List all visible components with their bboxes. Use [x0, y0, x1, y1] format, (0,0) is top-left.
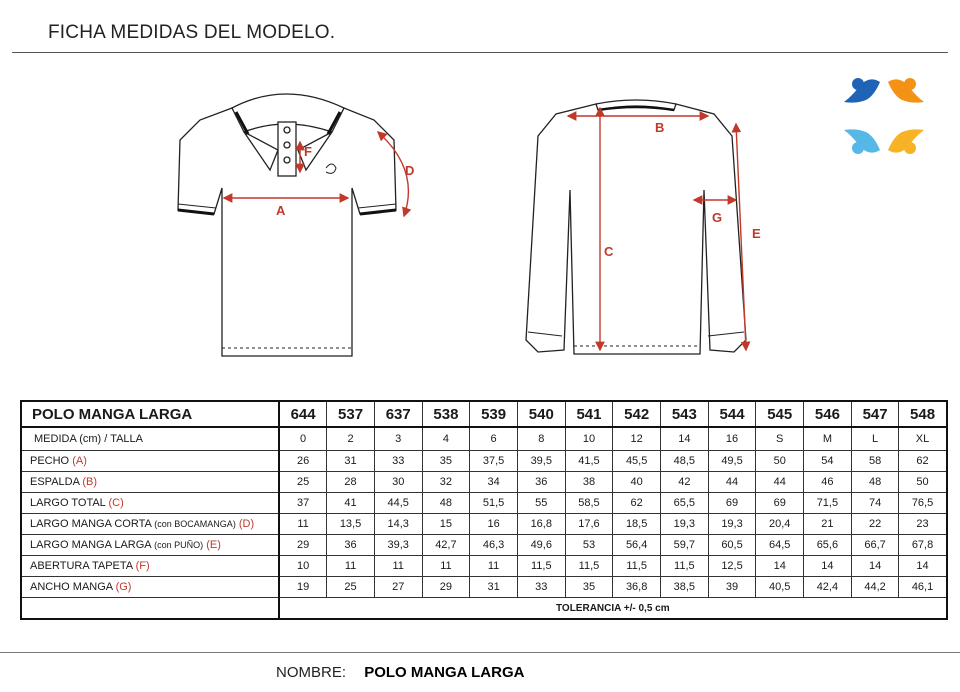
size-cell: 0 — [279, 427, 327, 451]
value-cell: 37 — [279, 493, 327, 514]
measure-name: PECHO — [30, 455, 70, 467]
value-cell: 33 — [517, 577, 565, 598]
footer — [276, 664, 524, 681]
value-cell: 59,7 — [661, 535, 709, 556]
measure-label-e: E — [752, 226, 761, 241]
table-row — [21, 472, 947, 493]
value-cell: 58 — [851, 451, 899, 472]
value-cell: 40,5 — [756, 577, 804, 598]
table-row — [21, 556, 947, 577]
value-cell: 36 — [517, 472, 565, 493]
value-cell: 46 — [804, 472, 852, 493]
measure-label-c: C — [604, 244, 614, 259]
size-cell: XL — [899, 427, 947, 451]
value-cell: 69 — [756, 493, 804, 514]
value-cell: 28 — [327, 472, 375, 493]
measure-label-d: D — [405, 163, 415, 178]
value-cell: 17,6 — [565, 514, 613, 535]
code-cell: 541 — [565, 401, 613, 427]
footer-divider — [0, 652, 960, 653]
measure-letter: (F) — [135, 560, 150, 572]
value-cell: 48 — [851, 472, 899, 493]
value-cell: 11 — [422, 556, 470, 577]
value-cell: 50 — [756, 451, 804, 472]
size-row — [21, 427, 947, 451]
product-name-cell: POLO MANGA LARGA — [21, 401, 279, 427]
measure-letter: (C) — [108, 497, 124, 509]
code-cell: 545 — [756, 401, 804, 427]
value-cell: 41,5 — [565, 451, 613, 472]
value-cell: 33 — [374, 451, 422, 472]
value-cell: 48,5 — [661, 451, 709, 472]
code-cell: 644 — [279, 401, 327, 427]
value-cell: 25 — [327, 577, 375, 598]
value-cell: 14 — [851, 556, 899, 577]
value-cell: 65,6 — [804, 535, 852, 556]
value-cell: 36,8 — [613, 577, 661, 598]
measure-name-cell — [21, 556, 279, 577]
value-cell: 14,3 — [374, 514, 422, 535]
value-cell: 44 — [756, 472, 804, 493]
value-cell: 11 — [279, 514, 327, 535]
value-cell: 18,5 — [613, 514, 661, 535]
code-cell: 546 — [804, 401, 852, 427]
table-row — [21, 577, 947, 598]
value-cell: 11,5 — [613, 556, 661, 577]
value-cell: 11 — [327, 556, 375, 577]
size-cell: 6 — [470, 427, 518, 451]
measure-note: (con BOCAMANGA) — [154, 519, 236, 529]
measure-name: ANCHO MANGA — [30, 581, 113, 593]
tolerance-cell: TOLERANCIA +/- 0,5 cm — [279, 598, 947, 620]
value-cell: 11 — [374, 556, 422, 577]
value-cell: 22 — [851, 514, 899, 535]
value-cell: 37,5 — [470, 451, 518, 472]
size-cell: 4 — [422, 427, 470, 451]
code-cell: 539 — [470, 401, 518, 427]
back-polo-drawing — [526, 100, 746, 354]
size-cell: 2 — [327, 427, 375, 451]
size-cell: 14 — [661, 427, 709, 451]
value-cell: 11 — [470, 556, 518, 577]
value-cell: 38,5 — [661, 577, 709, 598]
value-cell: 15 — [422, 514, 470, 535]
value-cell: 66,7 — [851, 535, 899, 556]
value-cell: 11,5 — [661, 556, 709, 577]
code-cell: 637 — [374, 401, 422, 427]
four-figures-logo-icon — [842, 74, 926, 158]
value-cell: 71,5 — [804, 493, 852, 514]
garment-drawings — [0, 60, 960, 380]
value-cell: 44,2 — [851, 577, 899, 598]
value-cell: 49,5 — [708, 451, 756, 472]
value-cell: 14 — [899, 556, 947, 577]
value-cell: 13,5 — [327, 514, 375, 535]
value-cell: 19 — [279, 577, 327, 598]
size-label-cell: MEDIDA (cm) / TALLA — [21, 427, 279, 451]
value-cell: 29 — [422, 577, 470, 598]
value-cell: 41 — [327, 493, 375, 514]
size-cell: S — [756, 427, 804, 451]
code-cell: 542 — [613, 401, 661, 427]
measure-letter: (G) — [115, 581, 132, 593]
measure-name: LARGO MANGA LARGA — [30, 539, 152, 551]
value-cell: 39 — [708, 577, 756, 598]
value-cell: 39,5 — [517, 451, 565, 472]
value-cell: 10 — [279, 556, 327, 577]
value-cell: 64,5 — [756, 535, 804, 556]
value-cell: 11,5 — [517, 556, 565, 577]
value-cell: 44,5 — [374, 493, 422, 514]
value-cell: 31 — [470, 577, 518, 598]
value-cell: 42 — [661, 472, 709, 493]
value-cell: 76,5 — [899, 493, 947, 514]
measure-label-g: G — [712, 210, 723, 225]
code-cell: 543 — [661, 401, 709, 427]
table-row — [21, 514, 947, 535]
measure-letter: (A) — [72, 455, 87, 467]
value-cell: 25 — [279, 472, 327, 493]
measure-label-b: B — [655, 120, 665, 135]
table-row — [21, 451, 947, 472]
value-cell: 69 — [708, 493, 756, 514]
tolerance-blank-cell — [21, 598, 279, 620]
value-cell: 53 — [565, 535, 613, 556]
value-cell: 12,5 — [708, 556, 756, 577]
value-cell: 38 — [565, 472, 613, 493]
value-cell: 65,5 — [661, 493, 709, 514]
size-cell: 12 — [613, 427, 661, 451]
value-cell: 35 — [422, 451, 470, 472]
value-cell: 39,3 — [374, 535, 422, 556]
value-cell: 19,3 — [661, 514, 709, 535]
value-cell: 21 — [804, 514, 852, 535]
value-cell: 74 — [851, 493, 899, 514]
size-cell: 16 — [708, 427, 756, 451]
value-cell: 49,6 — [517, 535, 565, 556]
measure-label-a: A — [276, 203, 286, 218]
measure-letter: (B) — [82, 476, 98, 488]
measure-label-f: F — [304, 144, 312, 159]
footer-value: POLO MANGA LARGA — [364, 664, 525, 681]
size-cell: L — [851, 427, 899, 451]
size-cell: 10 — [565, 427, 613, 451]
value-cell: 20,4 — [756, 514, 804, 535]
value-cell: 35 — [565, 577, 613, 598]
measure-letter: (D) — [238, 518, 255, 530]
value-cell: 27 — [374, 577, 422, 598]
value-cell: 34 — [470, 472, 518, 493]
value-cell: 45,5 — [613, 451, 661, 472]
size-chart-table — [20, 400, 948, 620]
table-header-row — [21, 401, 947, 427]
value-cell: 36 — [327, 535, 375, 556]
code-cell: 544 — [708, 401, 756, 427]
value-cell: 46,1 — [899, 577, 947, 598]
value-cell: 26 — [279, 451, 327, 472]
value-cell: 54 — [804, 451, 852, 472]
table-row — [21, 493, 947, 514]
table-row — [21, 535, 947, 556]
value-cell: 16 — [470, 514, 518, 535]
value-cell: 32 — [422, 472, 470, 493]
header-divider — [12, 52, 948, 53]
size-cell: 8 — [517, 427, 565, 451]
value-cell: 29 — [279, 535, 327, 556]
code-cell: 548 — [899, 401, 947, 427]
value-cell: 56,4 — [613, 535, 661, 556]
value-cell: 55 — [517, 493, 565, 514]
footer-label: NOMBRE: — [276, 664, 347, 681]
code-cell: 538 — [422, 401, 470, 427]
value-cell: 42,7 — [422, 535, 470, 556]
code-cell: 540 — [517, 401, 565, 427]
measure-name: LARGO MANGA CORTA — [30, 518, 152, 530]
value-cell: 16,8 — [517, 514, 565, 535]
value-cell: 30 — [374, 472, 422, 493]
tolerance-row — [21, 598, 947, 620]
value-cell: 44 — [708, 472, 756, 493]
measure-name: LARGO TOTAL — [30, 497, 106, 509]
measure-note: (con PUÑO) — [154, 540, 204, 550]
code-cell: 537 — [327, 401, 375, 427]
value-cell: 50 — [899, 472, 947, 493]
measure-name-cell — [21, 535, 279, 556]
value-cell: 67,8 — [899, 535, 947, 556]
value-cell: 40 — [613, 472, 661, 493]
measure-name-cell — [21, 493, 279, 514]
measure-name-cell — [21, 577, 279, 598]
measure-letter: (E) — [206, 539, 221, 551]
value-cell: 11,5 — [565, 556, 613, 577]
page-title: FICHA MEDIDAS DEL MODELO. — [48, 22, 336, 43]
measure-name-cell — [21, 514, 279, 535]
value-cell: 23 — [899, 514, 947, 535]
size-cell: M — [804, 427, 852, 451]
value-cell: 14 — [804, 556, 852, 577]
value-cell: 60,5 — [708, 535, 756, 556]
code-cell: 547 — [851, 401, 899, 427]
value-cell: 31 — [327, 451, 375, 472]
value-cell: 51,5 — [470, 493, 518, 514]
value-cell: 48 — [422, 493, 470, 514]
value-cell: 62 — [899, 451, 947, 472]
value-cell: 42,4 — [804, 577, 852, 598]
value-cell: 62 — [613, 493, 661, 514]
measure-name-cell — [21, 472, 279, 493]
size-cell: 3 — [374, 427, 422, 451]
value-cell: 46,3 — [470, 535, 518, 556]
measure-name: ESPALDA — [30, 476, 80, 488]
value-cell: 58,5 — [565, 493, 613, 514]
front-polo-drawing — [178, 94, 396, 356]
measure-rows — [21, 451, 947, 598]
measure-name-cell — [21, 451, 279, 472]
measure-name: ABERTURA TAPETA — [30, 560, 133, 572]
value-cell: 14 — [756, 556, 804, 577]
value-cell: 19,3 — [708, 514, 756, 535]
